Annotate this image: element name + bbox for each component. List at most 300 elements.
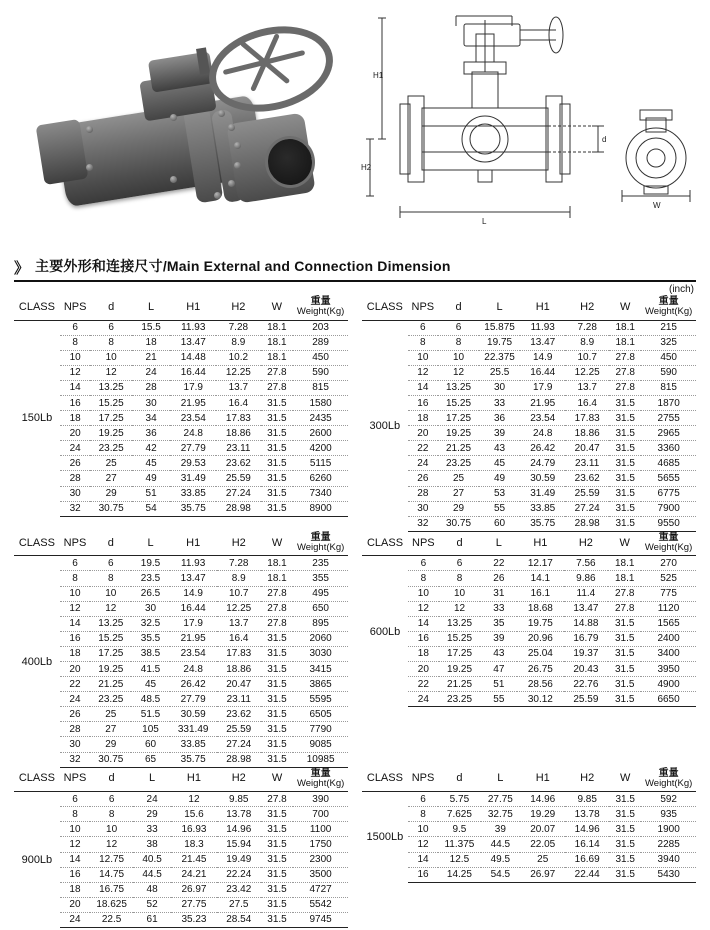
cell-w: 31.5 xyxy=(261,822,293,837)
cell-w: 31.5 xyxy=(609,822,641,837)
cell-weight: 650 xyxy=(293,601,348,616)
table-row xyxy=(14,411,348,426)
column-header-nps: NPS xyxy=(408,768,438,792)
table-row xyxy=(14,661,348,676)
cell-h1: 27.79 xyxy=(170,692,217,707)
cell-w: 31.5 xyxy=(261,852,293,867)
cell-h1: 16.44 xyxy=(170,601,217,616)
cell-d: 8 xyxy=(90,571,131,586)
cell-l: 35 xyxy=(480,616,517,631)
table-row xyxy=(362,556,696,571)
cell-d: 5.75 xyxy=(438,792,480,807)
table-row xyxy=(14,707,348,722)
table-row xyxy=(362,586,696,601)
cell-l: 47 xyxy=(480,661,517,676)
body-bolt xyxy=(170,176,177,183)
cell-w: 27.8 xyxy=(608,586,641,601)
cell-nps: 8 xyxy=(408,807,438,822)
cell-nps: 18 xyxy=(408,411,438,426)
cell-w: 31.5 xyxy=(609,411,641,426)
cell-w: 31.5 xyxy=(261,411,294,426)
drawing-label-d: d xyxy=(602,135,607,144)
cell-w: 31.5 xyxy=(609,471,641,486)
table-row xyxy=(14,616,348,631)
cell-h2: 12.25 xyxy=(217,601,261,616)
cell-weight: 7790 xyxy=(293,722,348,737)
column-header-d: d xyxy=(438,296,479,320)
cell-w: 31.5 xyxy=(609,395,641,410)
cell-h1: 19.75 xyxy=(517,616,563,631)
cell-weight: 390 xyxy=(293,792,348,807)
class-cell: 900Lb xyxy=(21,853,53,866)
table-row xyxy=(362,365,696,380)
cell-d: 15.25 xyxy=(90,395,131,410)
cell-d: 9.5 xyxy=(438,822,480,837)
cell-w: 27.8 xyxy=(261,365,294,380)
cell-d: 6 xyxy=(90,792,133,807)
cell-w: 31.5 xyxy=(609,441,641,456)
cell-l: 28 xyxy=(132,380,170,395)
cell-h1: 25 xyxy=(520,852,565,867)
cell-h2: 27.5 xyxy=(217,897,261,912)
cell-weight: 495 xyxy=(293,586,348,601)
section-heading xyxy=(14,256,696,282)
cell-h1: 12 xyxy=(171,792,217,807)
cell-w: 31.5 xyxy=(261,441,294,456)
cell-l: 33 xyxy=(133,822,171,837)
cell-weight: 9745 xyxy=(293,912,348,927)
table-row xyxy=(14,837,348,852)
cell-h2: 22.44 xyxy=(565,867,609,882)
cell-w: 18.1 xyxy=(609,320,641,335)
cell-h1: 35.23 xyxy=(171,912,217,927)
table-row xyxy=(362,837,696,852)
cell-d: 30.75 xyxy=(90,752,131,767)
cell-l: 30 xyxy=(132,395,170,410)
cell-nps: 16 xyxy=(408,631,439,646)
cell-w: 31.5 xyxy=(608,692,641,707)
column-header-w: W xyxy=(261,296,294,320)
column-header-class: CLASS xyxy=(14,532,60,556)
table-row xyxy=(14,692,348,707)
flange-bolt xyxy=(234,142,241,149)
class-cell: 150Lb xyxy=(21,412,53,425)
cell-nps: 18 xyxy=(60,882,90,897)
cell-weight: 590 xyxy=(641,365,696,380)
cell-h2: 25.59 xyxy=(217,722,261,737)
cell-d: 14.25 xyxy=(438,867,480,882)
cell-weight: 355 xyxy=(293,571,348,586)
cell-l: 27.75 xyxy=(481,792,521,807)
cell-h2: 27.24 xyxy=(565,501,609,516)
cell-h2: 8.9 xyxy=(217,571,261,586)
cell-h1: 26.75 xyxy=(517,661,563,676)
cell-h2: 9.85 xyxy=(217,792,261,807)
cell-weight: 3865 xyxy=(293,677,348,692)
cell-w: 31.5 xyxy=(261,867,293,882)
cell-d: 10 xyxy=(90,350,131,365)
cell-h1: 14.96 xyxy=(520,792,565,807)
cell-nps: 8 xyxy=(60,335,91,350)
cell-l: 26 xyxy=(480,571,517,586)
cell-w: 31.5 xyxy=(608,677,641,692)
cell-weight: 5595 xyxy=(293,692,348,707)
flange-bolt xyxy=(228,124,235,131)
column-header-d: d xyxy=(439,532,481,556)
table-row xyxy=(14,822,348,837)
cell-weight: 3415 xyxy=(293,661,348,676)
cell-l: 39 xyxy=(480,631,517,646)
dimension-table-600lb xyxy=(355,532,703,768)
cell-nps: 18 xyxy=(408,646,439,661)
cell-w: 31.5 xyxy=(261,486,294,501)
column-header-h1: H1 xyxy=(520,768,565,792)
column-header-h1: H1 xyxy=(517,532,563,556)
cell-h2: 10.7 xyxy=(565,350,609,365)
cell-h1: 28.56 xyxy=(517,677,563,692)
cell-l: 25.5 xyxy=(479,365,520,380)
cell-weight: 1580 xyxy=(293,395,348,410)
cell-h1: 23.54 xyxy=(170,646,217,661)
cell-nps: 16 xyxy=(60,867,90,882)
cell-w: 31.5 xyxy=(261,426,294,441)
cell-l: 30 xyxy=(479,380,520,395)
table-row xyxy=(362,335,696,350)
cell-w: 31.5 xyxy=(261,692,293,707)
cell-h1: 31.49 xyxy=(520,486,565,501)
cell-h1: 35.75 xyxy=(170,501,216,516)
cell-h1: 21.95 xyxy=(170,631,217,646)
cell-d: 6 xyxy=(90,556,131,571)
table-row xyxy=(362,501,696,516)
cell-l: 32.75 xyxy=(481,807,521,822)
cell-d: 29 xyxy=(90,486,131,501)
cell-nps: 8 xyxy=(60,807,90,822)
cell-h2: 23.62 xyxy=(565,471,609,486)
cell-d: 15.25 xyxy=(438,395,479,410)
cell-l: 49 xyxy=(132,471,170,486)
drawing-label-l: L xyxy=(482,217,487,226)
cell-d: 23.25 xyxy=(439,692,481,707)
cell-h1: 26.97 xyxy=(520,867,565,882)
cell-l: 33 xyxy=(479,395,520,410)
valve-technical-drawing xyxy=(360,0,710,252)
cell-nps: 30 xyxy=(60,486,91,501)
cell-weight: 1565 xyxy=(641,616,696,631)
cell-h2: 22.24 xyxy=(217,867,261,882)
cell-h2: 28.98 xyxy=(216,501,260,516)
table-row xyxy=(14,456,348,471)
cell-h2: 13.78 xyxy=(217,807,261,822)
cell-w: 31.5 xyxy=(261,471,294,486)
table-row xyxy=(14,792,348,807)
cell-d: 19.25 xyxy=(90,426,131,441)
cell-l: 51 xyxy=(132,486,170,501)
cell-w: 18.1 xyxy=(608,571,641,586)
cell-w: 31.5 xyxy=(608,616,641,631)
cell-w: 31.5 xyxy=(261,395,294,410)
cell-nps: 16 xyxy=(408,395,438,410)
cell-nps: 14 xyxy=(408,852,438,867)
cell-h1: 33.85 xyxy=(520,501,565,516)
table-row xyxy=(362,486,696,501)
table-row xyxy=(14,320,348,335)
cell-d: 21.25 xyxy=(439,677,481,692)
cell-h1: 23.54 xyxy=(170,411,216,426)
cell-weight: 4200 xyxy=(293,441,348,456)
cell-d: 27 xyxy=(438,486,479,501)
cell-l: 61 xyxy=(133,912,171,927)
table-row xyxy=(14,677,348,692)
cell-d: 15.25 xyxy=(90,631,131,646)
cell-weight: 3950 xyxy=(641,661,696,676)
cell-h2: 22.76 xyxy=(564,677,609,692)
cell-weight: 592 xyxy=(641,792,696,807)
column-header-weight: 重量 Weight(Kg) xyxy=(641,768,696,792)
cell-d: 21.25 xyxy=(90,677,131,692)
cell-d: 6 xyxy=(439,556,481,571)
cell-h2: 17.83 xyxy=(216,411,260,426)
cell-l: 51 xyxy=(480,677,517,692)
cell-h2: 16.79 xyxy=(564,631,609,646)
cell-l: 44.5 xyxy=(133,867,171,882)
cell-nps: 12 xyxy=(60,837,90,852)
cell-nps: 22 xyxy=(408,441,438,456)
cell-nps: 14 xyxy=(408,380,438,395)
cell-l: 39 xyxy=(481,822,521,837)
cell-w: 31.5 xyxy=(261,752,293,767)
table-row xyxy=(14,882,348,897)
cell-h1: 19.29 xyxy=(520,807,565,822)
cell-nps: 10 xyxy=(60,822,90,837)
cell-w: 31.5 xyxy=(261,837,293,852)
cell-d: 23.25 xyxy=(90,692,131,707)
cell-h1: 24.8 xyxy=(170,661,217,676)
cell-h1: 27.79 xyxy=(170,441,216,456)
cell-d: 19.25 xyxy=(90,661,131,676)
column-header-class: CLASS xyxy=(362,532,408,556)
cell-h2: 20.43 xyxy=(564,661,609,676)
cell-h2: 17.83 xyxy=(565,411,609,426)
cell-nps: 14 xyxy=(60,852,90,867)
cell-h2: 11.4 xyxy=(564,586,609,601)
cell-l: 48 xyxy=(133,882,171,897)
cell-weight: 4685 xyxy=(641,456,696,471)
cell-nps: 28 xyxy=(408,486,438,501)
cell-l: 38.5 xyxy=(131,646,169,661)
cell-weight: 6505 xyxy=(293,707,348,722)
cell-w: 31.5 xyxy=(261,737,293,752)
cell-d: 12 xyxy=(90,365,131,380)
drawing-label-h1: H1 xyxy=(373,71,384,80)
cell-h2: 16.69 xyxy=(565,852,609,867)
table-row xyxy=(14,556,348,571)
valve-left-end xyxy=(36,119,89,185)
cell-h2: 9.86 xyxy=(564,571,609,586)
cell-h1: 11.93 xyxy=(170,556,217,571)
table-row xyxy=(362,601,696,616)
column-header-class: CLASS xyxy=(362,296,408,320)
cell-d: 6 xyxy=(90,320,131,335)
cell-weight: 6260 xyxy=(293,471,348,486)
cell-w: 31.5 xyxy=(261,631,293,646)
cell-h2: 12.25 xyxy=(216,365,260,380)
cell-w: 31.5 xyxy=(609,852,641,867)
cell-d: 27 xyxy=(90,471,131,486)
cell-nps: 20 xyxy=(408,426,438,441)
cell-nps: 24 xyxy=(408,456,438,471)
cell-h2: 7.28 xyxy=(216,320,260,335)
flange-bolt xyxy=(214,192,221,199)
cell-h1: 13.47 xyxy=(170,335,216,350)
cell-d: 10 xyxy=(438,350,479,365)
column-header-class: CLASS xyxy=(362,768,408,792)
dimension-table-1500lb xyxy=(355,768,703,928)
table-row xyxy=(362,616,696,631)
flange-bolt xyxy=(218,110,225,117)
class-cell: 300Lb xyxy=(369,419,401,432)
table-row xyxy=(362,807,696,822)
cell-h1: 24.79 xyxy=(520,456,565,471)
cell-weight: 1870 xyxy=(641,395,696,410)
cell-nps: 24 xyxy=(60,912,90,927)
cell-weight: 815 xyxy=(641,380,696,395)
cell-weight: 3500 xyxy=(293,867,348,882)
cell-nps: 8 xyxy=(408,571,439,586)
cell-weight: 2400 xyxy=(641,631,696,646)
cell-weight: 203 xyxy=(293,320,348,335)
column-header-h2: H2 xyxy=(217,768,261,792)
cell-l: 19.75 xyxy=(479,335,520,350)
dimension-table-900lb xyxy=(7,768,355,928)
cell-h1: 16.93 xyxy=(171,822,217,837)
cell-w: 31.5 xyxy=(609,486,641,501)
table-row xyxy=(362,411,696,426)
column-header-l: L xyxy=(479,296,520,320)
table-row xyxy=(14,335,348,350)
cell-weight: 8900 xyxy=(293,501,348,516)
cell-w: 27.8 xyxy=(261,586,293,601)
cell-h1: 17.9 xyxy=(170,616,217,631)
table-row xyxy=(362,380,696,395)
cell-d: 23.25 xyxy=(90,441,131,456)
cell-weight: 2300 xyxy=(293,852,348,867)
cell-weight: 10985 xyxy=(293,752,348,767)
cell-nps: 6 xyxy=(408,792,438,807)
cell-w: 18.1 xyxy=(261,571,293,586)
table-row xyxy=(362,320,696,335)
cell-l: 36 xyxy=(132,426,170,441)
cell-h1: 26.42 xyxy=(520,441,565,456)
cell-h1: 17.9 xyxy=(170,380,216,395)
table-row xyxy=(362,456,696,471)
table-row xyxy=(14,852,348,867)
cell-h1: 14.9 xyxy=(520,350,565,365)
table-row xyxy=(362,426,696,441)
cell-h2: 19.37 xyxy=(564,646,609,661)
cell-nps: 14 xyxy=(60,380,91,395)
cell-h1: 35.75 xyxy=(170,752,217,767)
cell-nps: 24 xyxy=(408,692,439,707)
table-row xyxy=(362,867,696,882)
cell-h1: 21.45 xyxy=(171,852,217,867)
cell-weight: 6650 xyxy=(641,692,696,707)
cell-l: 24 xyxy=(132,365,170,380)
cell-d: 25 xyxy=(90,707,131,722)
cell-h1: 13.47 xyxy=(520,335,565,350)
cell-h2: 7.28 xyxy=(217,556,261,571)
cell-nps: 26 xyxy=(408,471,438,486)
table-row xyxy=(362,571,696,586)
cell-h1: 11.93 xyxy=(520,320,565,335)
cell-weight: 7900 xyxy=(641,501,696,516)
column-header-d: d xyxy=(90,296,131,320)
cell-h1: 20.07 xyxy=(520,822,565,837)
cell-d: 17.25 xyxy=(90,646,131,661)
cell-nps: 18 xyxy=(60,646,90,661)
cell-w: 31.5 xyxy=(261,677,293,692)
column-header-l: L xyxy=(131,532,169,556)
cell-d: 12 xyxy=(438,365,479,380)
cell-weight: 5655 xyxy=(641,471,696,486)
cell-l: 38 xyxy=(133,837,171,852)
cell-d: 13.25 xyxy=(439,616,481,631)
cell-l: 51.5 xyxy=(131,707,169,722)
cell-w: 31.5 xyxy=(609,516,641,531)
body-bolt xyxy=(86,164,93,171)
cell-l: 21 xyxy=(132,350,170,365)
cell-nps: 20 xyxy=(408,661,439,676)
column-header-nps: NPS xyxy=(408,532,439,556)
table-row xyxy=(14,501,348,516)
table-row xyxy=(362,852,696,867)
cell-h2: 18.86 xyxy=(216,426,260,441)
cell-nps: 6 xyxy=(408,556,439,571)
unit-label: (inch) xyxy=(668,284,694,295)
table-row xyxy=(14,380,348,395)
cell-h1: 12.17 xyxy=(517,556,563,571)
cell-w: 18.1 xyxy=(261,350,294,365)
cell-h1: 18.3 xyxy=(171,837,217,852)
cell-nps: 12 xyxy=(408,837,438,852)
column-header-l: L xyxy=(480,532,517,556)
table-row xyxy=(14,867,348,882)
column-header-nps: NPS xyxy=(60,532,90,556)
table-row xyxy=(14,897,348,912)
cell-w: 31.5 xyxy=(609,456,641,471)
cell-nps: 20 xyxy=(60,661,90,676)
cell-w: 31.5 xyxy=(261,912,293,927)
cell-w: 27.8 xyxy=(261,616,293,631)
cell-h1: 331.49 xyxy=(170,722,217,737)
cell-w: 31.5 xyxy=(261,707,293,722)
column-header-h2: H2 xyxy=(565,296,609,320)
cell-h2: 20.47 xyxy=(565,441,609,456)
cell-h1: 26.97 xyxy=(171,882,217,897)
cell-weight: 9550 xyxy=(641,516,696,531)
column-header-h1: H1 xyxy=(170,532,217,556)
cell-nps: 14 xyxy=(408,616,439,631)
valve-photo xyxy=(0,0,360,252)
cell-l: 29 xyxy=(133,807,171,822)
cell-h2: 15.94 xyxy=(217,837,261,852)
column-header-class: CLASS xyxy=(14,296,60,320)
cell-nps: 22 xyxy=(60,677,90,692)
column-header-weight: 重量 Weight(Kg) xyxy=(293,296,348,320)
cell-weight: 525 xyxy=(641,571,696,586)
cell-d: 21.25 xyxy=(438,441,479,456)
cell-l: 15.875 xyxy=(479,320,520,335)
